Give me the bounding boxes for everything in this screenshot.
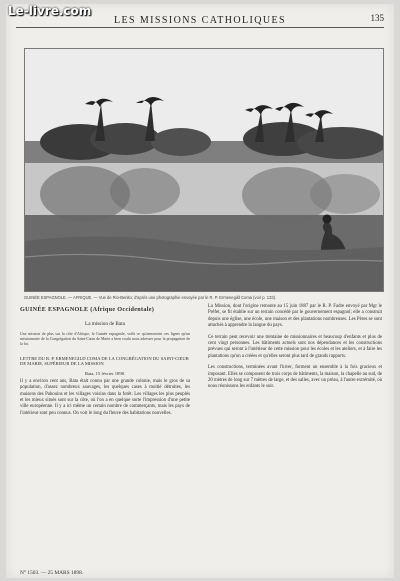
section-title: GUINÉE ESPAGNOLE (Afrique Occidentale) — [20, 306, 155, 313]
document-page — [6, 4, 394, 578]
issue-footer: N° 1503. — 25 MARS 1898. — [20, 570, 84, 576]
letter-body: Il y a environ cent ans, Bata était connu par une grande colonie, mais le gros de sa population, d'assez nombreux sauvages, les quelques cases à moitié détruites, les maisons des Pahouins et les villages voisins dans la forêt. Les villages les plus peuplés et les mieux situés sont sur la côte, où l'on a en quelque sorte l'impression d'une petite ville européenne. Il y a ici même un certain nombre de commerçants, mais les pays de l'intérieur sont peu connus. On voit le long du fleuve des habitations nouvelles. — [20, 378, 190, 416]
mission-photograph — [24, 48, 384, 292]
mission-paragraph-1: La Mission, dont l'origine remonte au 15 juin 1887 par le R. P. Fadre envoyé par Mgr le Préfet, se fit établie sur un terrain concédé par le gouvernement espagnol; elle a construit depuis une église, une école, une maison et des plantations nombreuses. Les Pères se sont attachés à apprendre la langue du pays. — [208, 304, 382, 329]
mission-paragraph-3: Les constructions, terminées avant l'hiver, forment un ensemble à la fois gracieux et imposant. Elles se composent de trois corps de bâtiments, la maison, la chapelle au sud, de 20 mètres de long sur 7 mètres de large, et des salles, avec un préau, à l'autre extrémité, où nous réunissons les enfants le soir. — [208, 365, 382, 390]
river-oasis-photo-illustration — [25, 49, 383, 291]
right-text-column — [208, 304, 382, 396]
left-text-column — [20, 306, 190, 422]
photo-caption: GUINÉE ESPAGNOLE. — AFRIQUE. — Vue de Rio-Benito; d'après une photographie envoyée par le R. P. Ermenegild Coma (voir p. 133). — [24, 295, 277, 300]
journal-title: LES MISSIONS CATHOLIQUES — [114, 14, 286, 26]
mission-paragraph-2: Ce terrain peut recevoir une trentaine de missionnaires et beaucoup d'enfants et plus de cent vingt personnes. Les bâtiments actuels sont nos dépendances et les constructions prévues qui seront à l'intérieur de cette mission pour les écoles et les ateliers, et à faire les plantations qu'on a créées et qu'elles seront plus tard de grands rapports. — [208, 334, 382, 359]
intro-paragraph: Une mission de plus sur la côte d'Afrique, la Guinée espagnole, voilà ce qu'annoncent ces lignes qu'un missionnaire de la Congrégation du Saint-Cœur de Marie a bien voulu nous adresser pour la propagation de la foi. — [20, 332, 190, 347]
letter-dateline: Bata, 15 février 1898. — [84, 370, 126, 376]
article-subtitle: La mission de Bata — [85, 321, 125, 327]
page-number: 135 — [370, 13, 384, 23]
letter-heading: LETTRE DU R. P. ERMENEGILD COMA DE LA CONGRÉGATION DU SAINT-CŒUR DE MARIE, SUPÉRIEUR DE LA MISSION — [20, 355, 189, 367]
site-watermark[interactable]: Le-livre.com — [8, 4, 92, 18]
